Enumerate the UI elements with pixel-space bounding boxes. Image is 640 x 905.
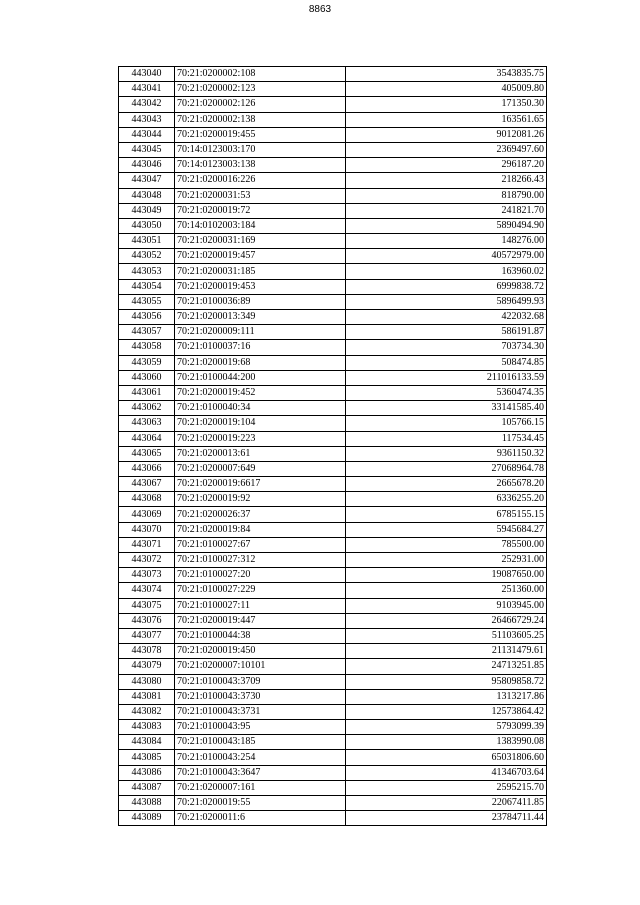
table-row bbox=[119, 613, 547, 628]
cadastral-value-cell: 51103605.25 bbox=[346, 628, 547, 643]
table-row bbox=[119, 689, 547, 704]
table-body bbox=[119, 67, 547, 826]
row-number-cell: 443085 bbox=[119, 750, 175, 765]
cadastral-value-cell: 117534.45 bbox=[346, 431, 547, 446]
cadastral-number-cell: 70:21:0100044:38 bbox=[175, 628, 346, 643]
row-number-cell: 443077 bbox=[119, 628, 175, 643]
cadastral-number-cell: 70:21:0200019:457 bbox=[175, 249, 346, 264]
cadastral-value-cell: 1383990.08 bbox=[346, 735, 547, 750]
cadastral-value-cell: 21131479.61 bbox=[346, 644, 547, 659]
table-row bbox=[119, 780, 547, 795]
row-number-cell: 443063 bbox=[119, 416, 175, 431]
row-number-cell: 443071 bbox=[119, 537, 175, 552]
cadastral-number-cell: 70:21:0200013:349 bbox=[175, 310, 346, 325]
table-row bbox=[119, 583, 547, 598]
table-row bbox=[119, 340, 547, 355]
row-number-cell: 443040 bbox=[119, 67, 175, 82]
table-row bbox=[119, 325, 547, 340]
table-row bbox=[119, 279, 547, 294]
cadastral-value-cell: 6336255.20 bbox=[346, 492, 547, 507]
table-row bbox=[119, 158, 547, 173]
table-row bbox=[119, 249, 547, 264]
row-number-cell: 443069 bbox=[119, 507, 175, 522]
table-row bbox=[119, 628, 547, 643]
cadastral-number-cell: 70:21:0200007:649 bbox=[175, 461, 346, 476]
table-row bbox=[119, 553, 547, 568]
row-number-cell: 443066 bbox=[119, 461, 175, 476]
cadastral-number-cell: 70:21:0200019:84 bbox=[175, 522, 346, 537]
cadastral-value-cell: 105766.15 bbox=[346, 416, 547, 431]
cadastral-number-cell: 70:21:0200007:10101 bbox=[175, 659, 346, 674]
cadastral-number-cell: 70:21:0100036:89 bbox=[175, 294, 346, 309]
row-number-cell: 443045 bbox=[119, 142, 175, 157]
table-row bbox=[119, 188, 547, 203]
row-number-cell: 443067 bbox=[119, 477, 175, 492]
row-number-cell: 443072 bbox=[119, 553, 175, 568]
row-number-cell: 443065 bbox=[119, 446, 175, 461]
cadastral-value-cell: 508474.85 bbox=[346, 355, 547, 370]
cadastral-value-cell: 12573864.42 bbox=[346, 704, 547, 719]
cadastral-value-cell: 2369497.60 bbox=[346, 142, 547, 157]
table-row bbox=[119, 82, 547, 97]
cadastral-value-cell: 148276.00 bbox=[346, 234, 547, 249]
cadastral-value-cell: 33141585.40 bbox=[346, 401, 547, 416]
cadastral-value-cell: 27068964.78 bbox=[346, 461, 547, 476]
cadastral-number-cell: 70:21:0100043:3709 bbox=[175, 674, 346, 689]
row-number-cell: 443053 bbox=[119, 264, 175, 279]
row-number-cell: 443057 bbox=[119, 325, 175, 340]
row-number-cell: 443048 bbox=[119, 188, 175, 203]
cadastral-number-cell: 70:21:0100043:95 bbox=[175, 720, 346, 735]
cadastral-number-cell: 70:21:0200019:452 bbox=[175, 385, 346, 400]
cadastral-value-cell: 22067411.85 bbox=[346, 796, 547, 811]
row-number-cell: 443078 bbox=[119, 644, 175, 659]
table-row bbox=[119, 112, 547, 127]
table-row bbox=[119, 218, 547, 233]
row-number-cell: 443052 bbox=[119, 249, 175, 264]
table-row bbox=[119, 431, 547, 446]
cadastral-number-cell: 70:21:0200016:226 bbox=[175, 173, 346, 188]
row-number-cell: 443073 bbox=[119, 568, 175, 583]
table-row bbox=[119, 264, 547, 279]
row-number-cell: 443088 bbox=[119, 796, 175, 811]
cadastral-number-cell: 70:21:0200019:6617 bbox=[175, 477, 346, 492]
row-number-cell: 443047 bbox=[119, 173, 175, 188]
cadastral-value-cell: 5890494.90 bbox=[346, 218, 547, 233]
table-row bbox=[119, 644, 547, 659]
table-row bbox=[119, 173, 547, 188]
row-number-cell: 443054 bbox=[119, 279, 175, 294]
table-row bbox=[119, 446, 547, 461]
table-row bbox=[119, 674, 547, 689]
row-number-cell: 443055 bbox=[119, 294, 175, 309]
table-row bbox=[119, 67, 547, 82]
table-row bbox=[119, 704, 547, 719]
cadastral-value-cell: 3543835.75 bbox=[346, 67, 547, 82]
table-row bbox=[119, 416, 547, 431]
cadastral-number-cell: 70:21:0100027:229 bbox=[175, 583, 346, 598]
cadastral-value-cell: 41346703.64 bbox=[346, 765, 547, 780]
table-row bbox=[119, 765, 547, 780]
cadastral-number-cell: 70:21:0200007:161 bbox=[175, 780, 346, 795]
cadastral-value-cell: 5896499.93 bbox=[346, 294, 547, 309]
cadastral-value-cell: 5793099.39 bbox=[346, 720, 547, 735]
cadastral-number-cell: 70:21:0100037:16 bbox=[175, 340, 346, 355]
cadastral-number-cell: 70:21:0200019:453 bbox=[175, 279, 346, 294]
table-row bbox=[119, 492, 547, 507]
cadastral-value-cell: 19087650.00 bbox=[346, 568, 547, 583]
row-number-cell: 443087 bbox=[119, 780, 175, 795]
cadastral-number-cell: 70:21:0200031:53 bbox=[175, 188, 346, 203]
cadastral-number-cell: 70:14:0102003:184 bbox=[175, 218, 346, 233]
cadastral-number-cell: 70:21:0200019:223 bbox=[175, 431, 346, 446]
cadastral-value-cell: 171350.30 bbox=[346, 97, 547, 112]
cadastral-value-cell: 163960.02 bbox=[346, 264, 547, 279]
cadastral-value-cell: 5360474.35 bbox=[346, 385, 547, 400]
cadastral-value-cell: 703734.30 bbox=[346, 340, 547, 355]
cadastral-number-cell: 70:21:0200019:447 bbox=[175, 613, 346, 628]
table-row bbox=[119, 735, 547, 750]
cadastral-number-cell: 70:21:0100027:20 bbox=[175, 568, 346, 583]
table-row bbox=[119, 659, 547, 674]
cadastral-number-cell: 70:21:0100043:254 bbox=[175, 750, 346, 765]
cadastral-number-cell: 70:21:0200019:68 bbox=[175, 355, 346, 370]
cadastral-number-cell: 70:21:0200019:92 bbox=[175, 492, 346, 507]
cadastral-value-cell: 9103945.00 bbox=[346, 598, 547, 613]
row-number-cell: 443046 bbox=[119, 158, 175, 173]
table-row bbox=[119, 142, 547, 157]
cadastral-number-cell: 70:21:0200011:6 bbox=[175, 811, 346, 826]
row-number-cell: 443062 bbox=[119, 401, 175, 416]
cadastral-number-cell: 70:21:0100040:34 bbox=[175, 401, 346, 416]
table-row bbox=[119, 310, 547, 325]
cadastral-number-cell: 70:21:0200031:185 bbox=[175, 264, 346, 279]
cadastral-value-cell: 95809858.72 bbox=[346, 674, 547, 689]
row-number-cell: 443074 bbox=[119, 583, 175, 598]
cadastral-value-cell: 65031806.60 bbox=[346, 750, 547, 765]
row-number-cell: 443042 bbox=[119, 97, 175, 112]
cadastral-value-cell: 1313217.86 bbox=[346, 689, 547, 704]
cadastral-number-cell: 70:21:0100027:11 bbox=[175, 598, 346, 613]
cadastral-value-cell: 163561.65 bbox=[346, 112, 547, 127]
row-number-cell: 443058 bbox=[119, 340, 175, 355]
cadastral-value-cell: 251360.00 bbox=[346, 583, 547, 598]
row-number-cell: 443070 bbox=[119, 522, 175, 537]
cadastral-number-cell: 70:21:0200019:450 bbox=[175, 644, 346, 659]
cadastral-number-cell: 70:21:0200002:108 bbox=[175, 67, 346, 82]
cadastral-value-cell: 296187.20 bbox=[346, 158, 547, 173]
table-row bbox=[119, 461, 547, 476]
cadastral-value-cell: 405009.80 bbox=[346, 82, 547, 97]
cadastral-value-cell: 5945684.27 bbox=[346, 522, 547, 537]
cadastral-number-cell: 70:21:0200009:111 bbox=[175, 325, 346, 340]
cadastral-number-cell: 70:21:0200002:138 bbox=[175, 112, 346, 127]
cadastral-value-cell: 6785155.15 bbox=[346, 507, 547, 522]
cadastral-number-cell: 70:21:0200002:123 bbox=[175, 82, 346, 97]
cadastral-number-cell: 70:21:0200013:61 bbox=[175, 446, 346, 461]
cadastral-number-cell: 70:14:0123003:138 bbox=[175, 158, 346, 173]
table-row bbox=[119, 796, 547, 811]
row-number-cell: 443043 bbox=[119, 112, 175, 127]
cadastral-value-cell: 218266.43 bbox=[346, 173, 547, 188]
cadastral-number-cell: 70:21:0200002:126 bbox=[175, 97, 346, 112]
cadastral-value-cell: 9012081.26 bbox=[346, 127, 547, 142]
cadastral-number-cell: 70:21:0200019:72 bbox=[175, 203, 346, 218]
table-row bbox=[119, 720, 547, 735]
cadastral-number-cell: 70:21:0100027:67 bbox=[175, 537, 346, 552]
cadastral-number-cell: 70:21:0200019:455 bbox=[175, 127, 346, 142]
cadastral-value-cell: 2595215.70 bbox=[346, 780, 547, 795]
cadastral-value-cell: 40572979.00 bbox=[346, 249, 547, 264]
row-number-cell: 443064 bbox=[119, 431, 175, 446]
row-number-cell: 443061 bbox=[119, 385, 175, 400]
cadastral-value-cell: 818790.00 bbox=[346, 188, 547, 203]
cadastral-value-cell: 422032.68 bbox=[346, 310, 547, 325]
cadastral-number-cell: 70:21:0200026:37 bbox=[175, 507, 346, 522]
cadastral-number-cell: 70:21:0100044:200 bbox=[175, 370, 346, 385]
row-number-cell: 443079 bbox=[119, 659, 175, 674]
cadastral-value-cell: 26466729.24 bbox=[346, 613, 547, 628]
cadastral-number-cell: 70:14:0123003:170 bbox=[175, 142, 346, 157]
row-number-cell: 443056 bbox=[119, 310, 175, 325]
cadastral-value-cell: 252931.00 bbox=[346, 553, 547, 568]
page-number: 8863 bbox=[308, 4, 332, 15]
cadastral-number-cell: 70:21:0100043:3731 bbox=[175, 704, 346, 719]
table-row bbox=[119, 203, 547, 218]
table-row bbox=[119, 568, 547, 583]
table-row bbox=[119, 598, 547, 613]
row-number-cell: 443075 bbox=[119, 598, 175, 613]
cadastral-number-cell: 70:21:0100043:185 bbox=[175, 735, 346, 750]
row-number-cell: 443083 bbox=[119, 720, 175, 735]
cadastral-value-cell: 211016133.59 bbox=[346, 370, 547, 385]
cadastral-number-cell: 70:21:0200031:169 bbox=[175, 234, 346, 249]
table-row bbox=[119, 811, 547, 826]
table-row bbox=[119, 477, 547, 492]
row-number-cell: 443059 bbox=[119, 355, 175, 370]
table-row bbox=[119, 385, 547, 400]
cadastral-number-cell: 70:21:0100043:3730 bbox=[175, 689, 346, 704]
row-number-cell: 443041 bbox=[119, 82, 175, 97]
row-number-cell: 443050 bbox=[119, 218, 175, 233]
cadastral-number-cell: 70:21:0200019:104 bbox=[175, 416, 346, 431]
table-row bbox=[119, 401, 547, 416]
cadastral-value-cell: 586191.87 bbox=[346, 325, 547, 340]
cadastral-value-cell: 241821.70 bbox=[346, 203, 547, 218]
cadastral-value-cell: 785500.00 bbox=[346, 537, 547, 552]
row-number-cell: 443044 bbox=[119, 127, 175, 142]
row-number-cell: 443084 bbox=[119, 735, 175, 750]
row-number-cell: 443051 bbox=[119, 234, 175, 249]
cadastral-number-cell: 70:21:0100043:3647 bbox=[175, 765, 346, 780]
table-row bbox=[119, 537, 547, 552]
cadastral-value-cell: 24713251.85 bbox=[346, 659, 547, 674]
row-number-cell: 443060 bbox=[119, 370, 175, 385]
table-row bbox=[119, 355, 547, 370]
row-number-cell: 443082 bbox=[119, 704, 175, 719]
table-row bbox=[119, 97, 547, 112]
cadastral-value-cell: 6999838.72 bbox=[346, 279, 547, 294]
table-row bbox=[119, 294, 547, 309]
row-number-cell: 443081 bbox=[119, 689, 175, 704]
table-row bbox=[119, 234, 547, 249]
cadastral-value-cell: 9361150.32 bbox=[346, 446, 547, 461]
cadastral-value-cell: 2665678.20 bbox=[346, 477, 547, 492]
table-row bbox=[119, 370, 547, 385]
row-number-cell: 443086 bbox=[119, 765, 175, 780]
table-row bbox=[119, 522, 547, 537]
cadastral-value-table bbox=[118, 66, 547, 826]
table-row bbox=[119, 127, 547, 142]
row-number-cell: 443080 bbox=[119, 674, 175, 689]
table-row bbox=[119, 507, 547, 522]
row-number-cell: 443049 bbox=[119, 203, 175, 218]
cadastral-number-cell: 70:21:0100027:312 bbox=[175, 553, 346, 568]
row-number-cell: 443068 bbox=[119, 492, 175, 507]
cadastral-value-cell: 23784711.44 bbox=[346, 811, 547, 826]
row-number-cell: 443089 bbox=[119, 811, 175, 826]
table-row bbox=[119, 750, 547, 765]
cadastral-number-cell: 70:21:0200019:55 bbox=[175, 796, 346, 811]
row-number-cell: 443076 bbox=[119, 613, 175, 628]
